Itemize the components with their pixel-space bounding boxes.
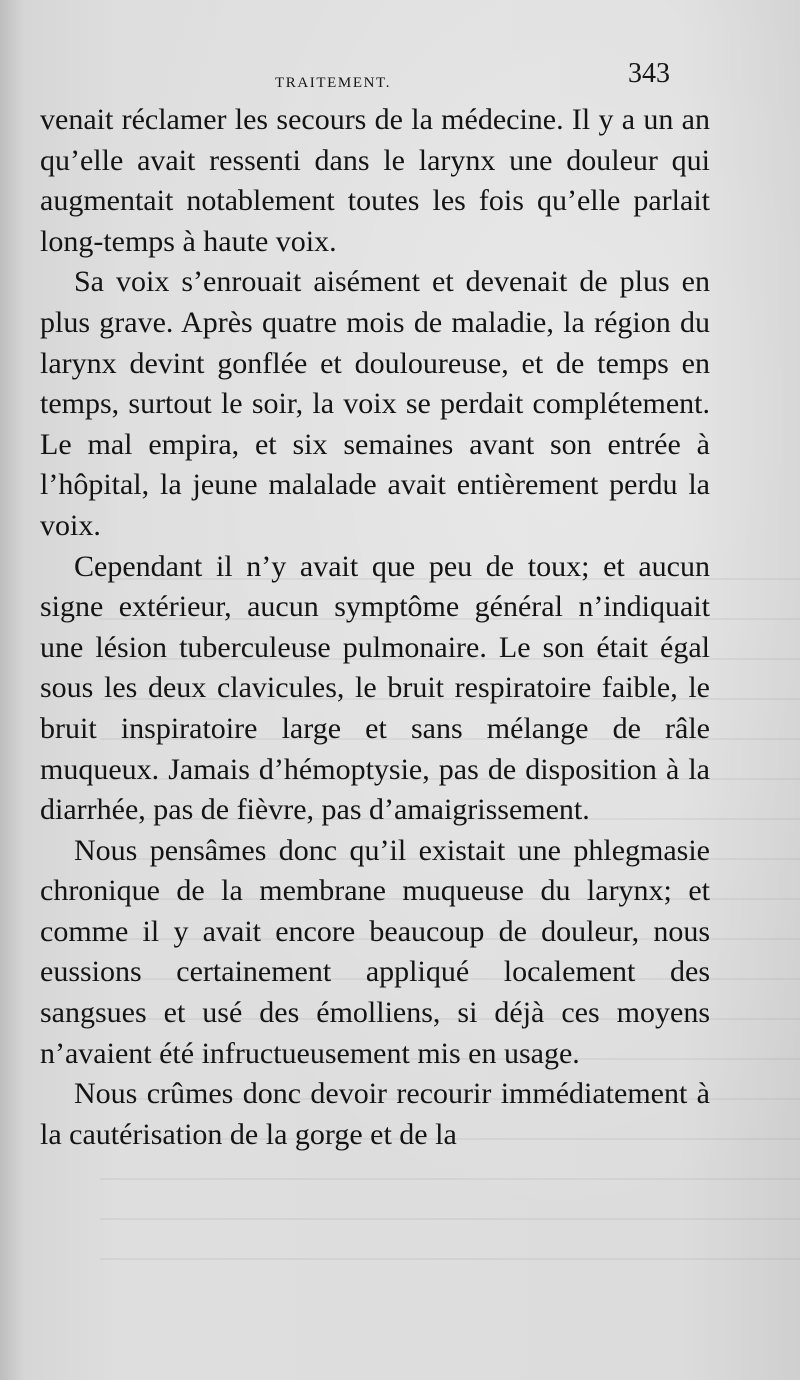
- page-header: [0, 58, 800, 98]
- paragraph: venait réclamer les secours de la médecine. Il y a un an qu’elle avait ressenti dans le larynx une douleur qui augmentait notablement toutes les fois qu’elle parlait long-temps à haute voix.: [40, 103, 710, 258]
- body-text: [40, 100, 710, 1155]
- paragraph: Nous crûmes donc devoir recourir immédiatement à la cautérisation de la gorge et de la: [40, 1077, 710, 1151]
- running-head: TRAITEMENT.: [275, 75, 392, 91]
- paragraph: Sa voix s’enrouait aisément et devenait de plus en plus grave. Après quatre mois de maladie, la région du larynx devint gonflée et douloureuse, et de temps en temps, surtout le soir, la voix se perdait complétement. Le mal empira, et six semaines avant son entrée à l’hôpital, la jeune malalade avait entièrement perdu la voix.: [40, 265, 710, 542]
- paragraph: Nous pensâmes donc qu’il existait une phlegmasie chronique de la membrane muqueuse du larynx; et comme il y avait encore beaucoup de douleur, nous eussions certainement appliqué localement des sangsues et usé des émolliens, si déjà ces moyens n’avaient été infructueusement mis en usage.: [40, 833, 710, 1070]
- page-number: 343: [628, 58, 670, 89]
- paragraph: Cependant il n’y avait que peu de toux; et aucun signe extérieur, aucun symptôme général n’indiquait une lésion tuberculeuse pulmonaire. Le son était égal sous les deux clavicules, le bruit respiratoire faible, le bruit inspiratoire large et sans mélange de râle muqueux. Jamais d’hémoptysie, pas de disposition à la diarrhée, pas de fièvre, pas d’amaigrissement.: [40, 549, 710, 827]
